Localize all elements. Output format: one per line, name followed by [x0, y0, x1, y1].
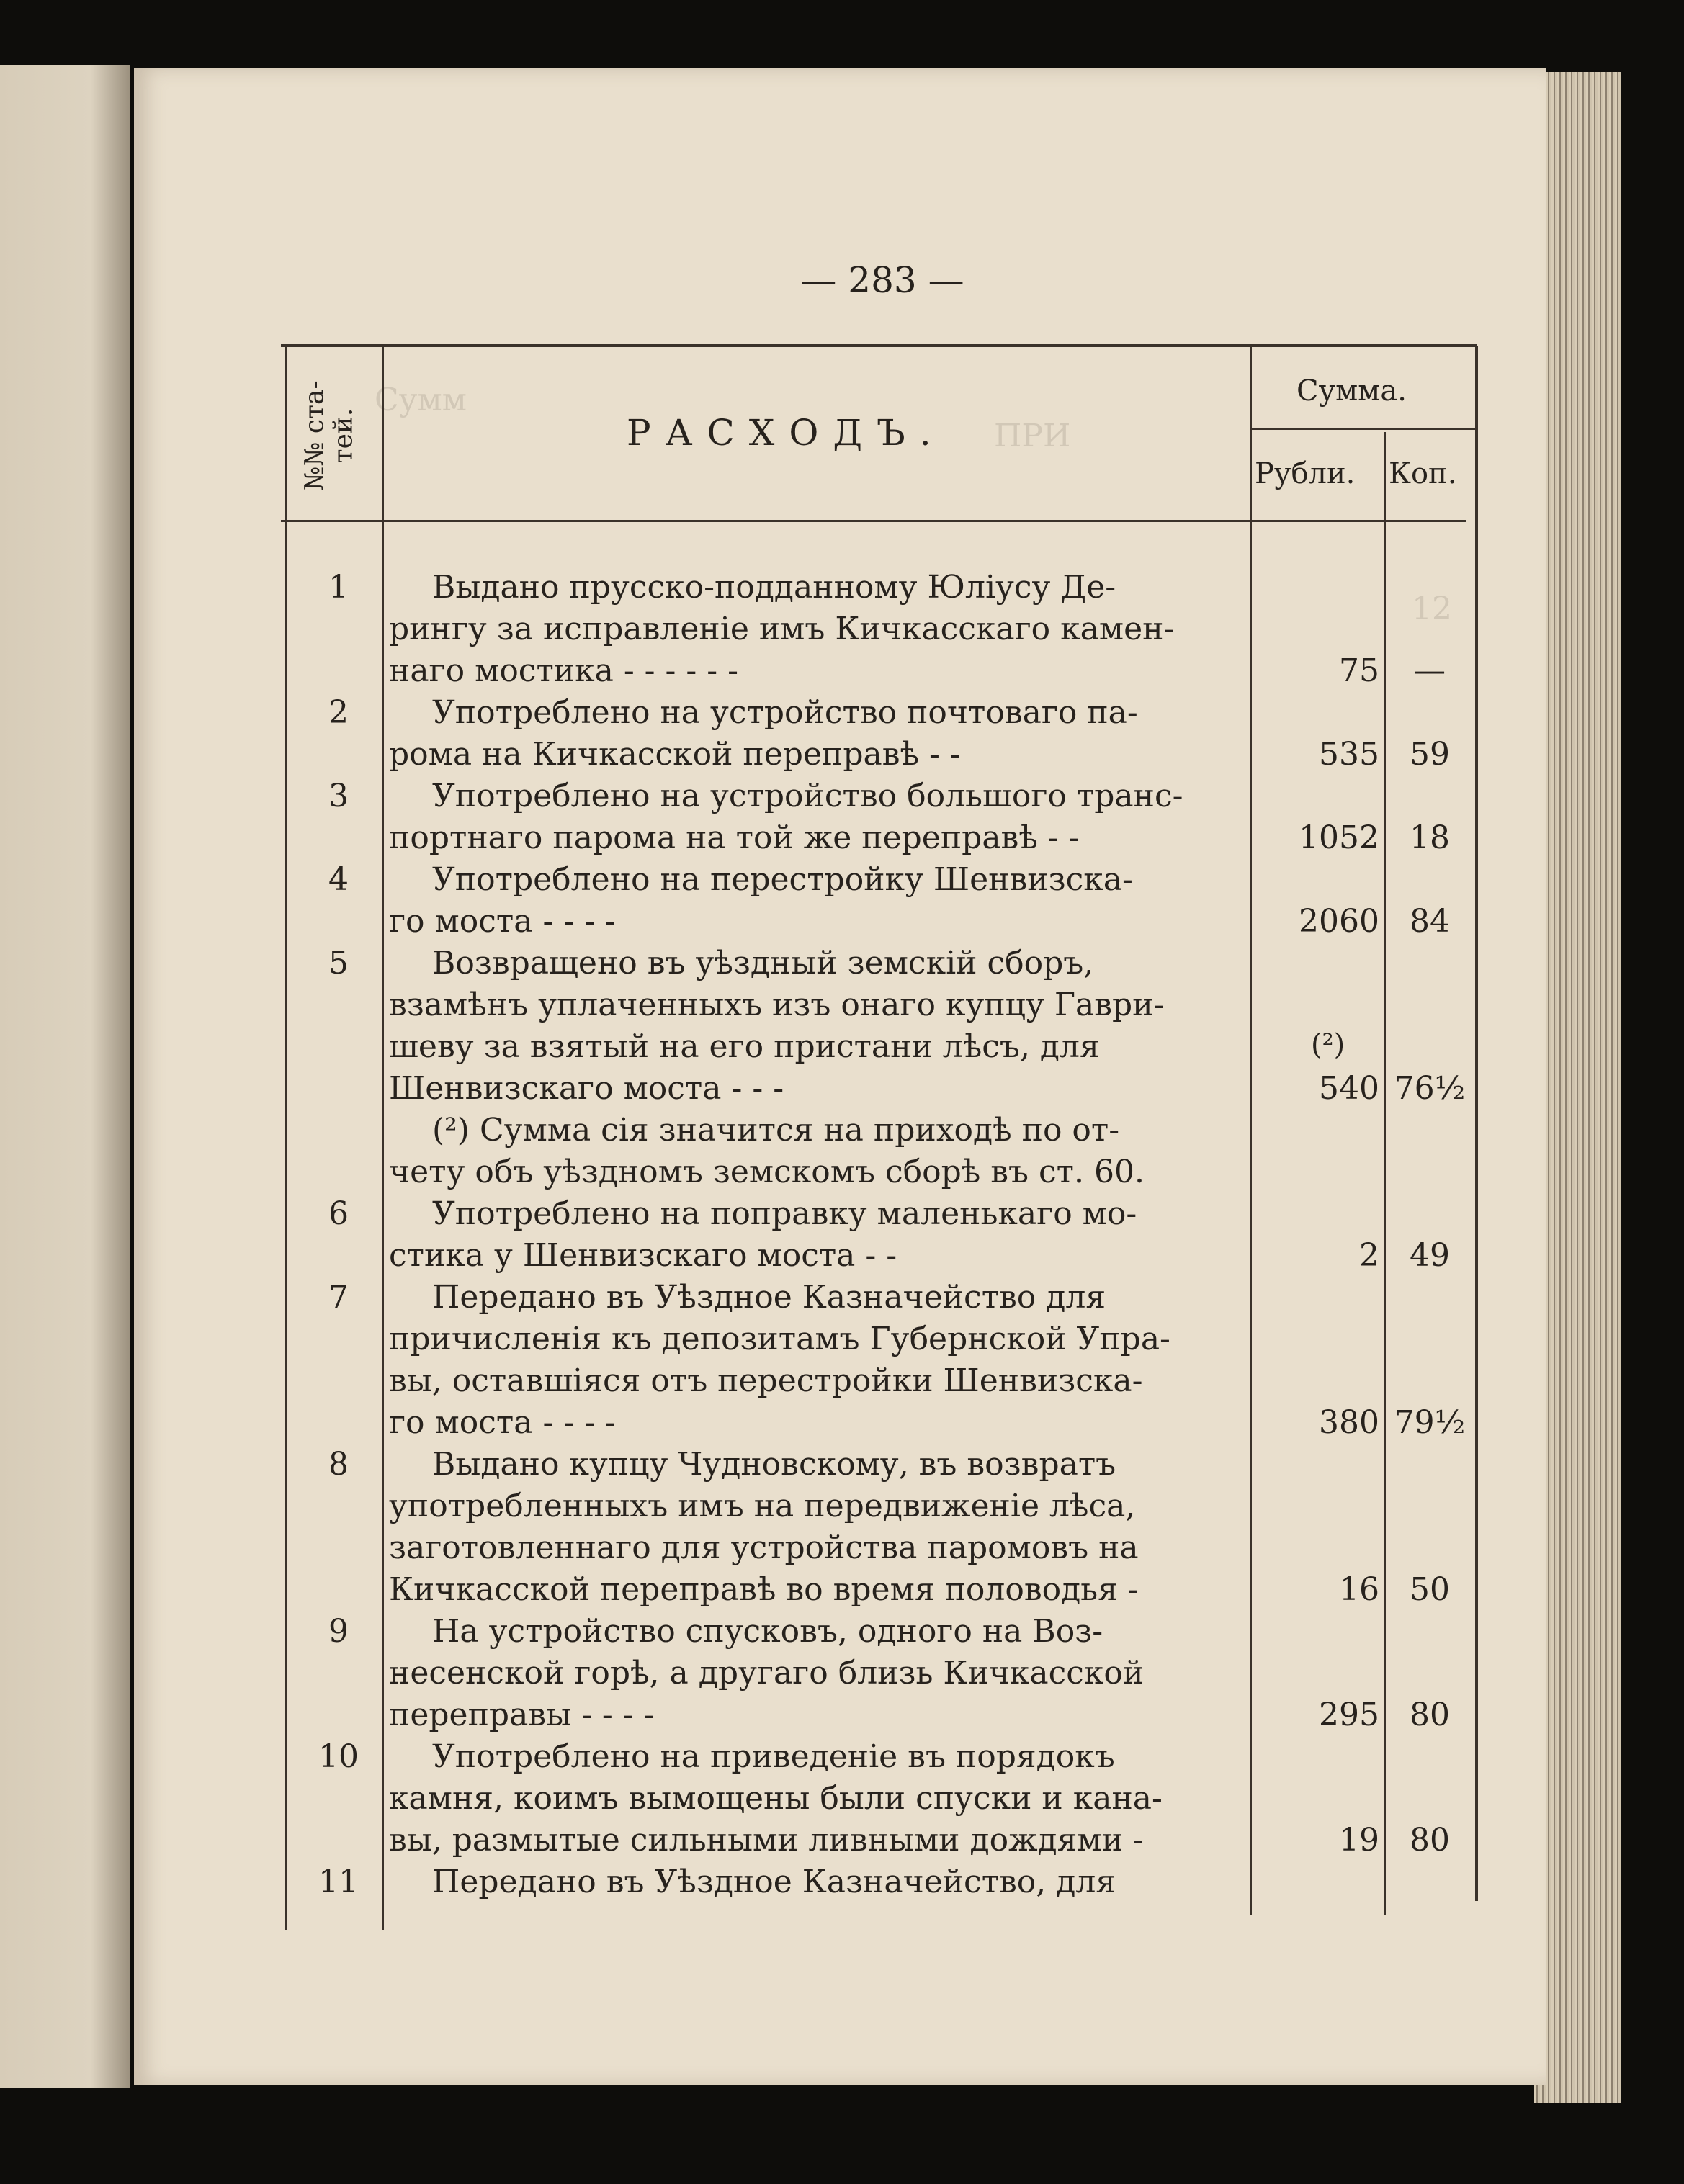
amount-rubles: 2060 — [1299, 903, 1379, 940]
entry-number: 6 — [328, 1195, 349, 1232]
amount-kopecks: 50 — [1410, 1571, 1450, 1608]
entry-text-line: несенской горѣ, а другаго близь Кичкасской — [389, 1655, 1145, 1691]
entry-text-line: вы, размытые сильными ливными дождями - — [389, 1822, 1144, 1859]
header-entry-number: №№ ста- тей. — [300, 380, 359, 491]
entry-text-line: чету объ уѣздномъ земскомъ сборѣ въ ст. 60. — [389, 1154, 1145, 1190]
entry-text-line: Возвращено въ уѣздный земскiй сборъ, — [432, 945, 1094, 981]
entry-text-line: употребленныхъ имъ на передвиженiе лѣса, — [389, 1488, 1136, 1524]
entry-text-line: Употреблено на поправку маленькаго мо- — [432, 1195, 1137, 1232]
entry-text-line: портнаго парома на той же переправѣ - - — [389, 819, 1080, 856]
rubles-column-divider — [1384, 432, 1386, 1915]
entry-text-line: Передано въ Уѣздное Казначейство для — [432, 1279, 1106, 1316]
amount-kopecks: 49 — [1410, 1237, 1450, 1274]
entry-text-line: Шенвизскаго моста - - - — [389, 1070, 784, 1107]
entry-text-line: Употреблено на устройство почтоваго па- — [432, 694, 1138, 731]
amount-rubles: 19 — [1339, 1822, 1379, 1859]
entry-number: 4 — [328, 861, 349, 898]
amount-rubles: 380 — [1319, 1404, 1379, 1441]
entry-text-line: На устройство спусковъ, одного на Воз- — [432, 1613, 1103, 1650]
sum-header-divider — [1252, 428, 1475, 430]
entry-text-line: го моста - - - - — [389, 1404, 616, 1441]
amount-rubles: 295 — [1319, 1697, 1379, 1733]
page-number: — 283 — — [800, 259, 964, 301]
entry-text-line: камня, коимъ вымощены были спуски и кана- — [389, 1780, 1163, 1817]
entry-text-line: Выдано прусско-подданному Юлiусу Де- — [432, 569, 1116, 606]
entry-text-line: Передано въ Уѣздное Казначейство, для — [432, 1864, 1116, 1900]
table-top-rule — [281, 344, 1477, 347]
bleed-through: ПРИ — [994, 418, 1071, 454]
entry-text-line: Кичкасской переправѣ во время половодья - — [389, 1571, 1139, 1608]
bleed-through: Сумм — [375, 382, 467, 418]
amount-rubles: 535 — [1319, 736, 1379, 773]
amount-kopecks: 80 — [1410, 1822, 1450, 1859]
entry-number: 11 — [318, 1864, 359, 1900]
amount-kopecks: 76½ — [1394, 1070, 1466, 1107]
amount-rubles: 2 — [1359, 1237, 1379, 1274]
entry-text-line: Употреблено на устройство большого транс- — [432, 778, 1183, 814]
amount-kopecks: 84 — [1410, 903, 1450, 940]
amount-kopecks: — — [1414, 652, 1446, 689]
amount-kopecks: 79½ — [1394, 1404, 1466, 1441]
amount-kopecks: 18 — [1410, 819, 1450, 856]
entry-text-line: заготовленнаго для устройства паромовъ на — [389, 1529, 1139, 1566]
entry-text-line: Употреблено на перестройку Шенвизска- — [432, 861, 1133, 898]
facing-page-edge — [0, 65, 130, 2088]
table-header-rule — [281, 520, 1466, 522]
amount-rubles: 540 — [1319, 1070, 1379, 1107]
description-column-divider — [1250, 346, 1252, 1915]
amount-rubles: 1052 — [1299, 819, 1379, 856]
entry-text-line: Выдано купцу Чудновскому, въ возвратъ — [432, 1446, 1116, 1483]
entry-number: 7 — [328, 1279, 349, 1316]
entry-number: 1 — [328, 569, 349, 606]
entry-number: 3 — [328, 778, 349, 814]
header-kopecks: Коп. — [1389, 457, 1457, 490]
entry-text-line: (²) Сумма сiя значится на приходѣ по от- — [432, 1112, 1120, 1149]
entry-text-line: вы, оставшiяся отъ перестройки Шенвизска- — [389, 1362, 1143, 1399]
footnote-reference: (²) — [1311, 1028, 1345, 1061]
entry-text-line: наго мостика - - - - - - — [389, 652, 738, 689]
entry-text-line: причисленiя къ депозитамъ Губернской Упра- — [389, 1321, 1170, 1357]
amount-kopecks: 59 — [1410, 736, 1450, 773]
table-left-border — [285, 346, 287, 1930]
entry-text-line: го моста - - - - — [389, 903, 616, 940]
header-title: РАСХОДЪ. — [627, 412, 946, 454]
amount-rubles: 75 — [1339, 652, 1379, 689]
entry-text-line: рома на Кичкасской переправѣ - - — [389, 736, 961, 773]
entry-text-line: Употреблено на приведенiе въ порядокъ — [432, 1738, 1115, 1775]
header-rubles: Рубли. — [1255, 457, 1356, 490]
entry-text-line: стика у Шенвизскаго моста - - — [389, 1237, 897, 1274]
number-column-divider — [382, 346, 384, 1930]
entry-number: 9 — [328, 1613, 349, 1650]
amount-kopecks: 80 — [1410, 1697, 1450, 1733]
entry-number: 2 — [328, 694, 349, 731]
entry-text-line: переправы - - - - — [389, 1697, 655, 1733]
entry-number: 10 — [318, 1738, 359, 1775]
bleed-through: 12 — [1412, 590, 1452, 627]
entry-text-line: взамѣнъ уплаченныхъ изъ онаго купцу Гаври- — [389, 987, 1165, 1023]
page-stack-edge — [1534, 72, 1621, 2103]
table-right-border — [1475, 346, 1478, 1901]
amount-rubles: 16 — [1339, 1571, 1379, 1608]
entry-text-line: рингу за исправленiе имъ Кичкасскаго камен- — [389, 611, 1175, 647]
header-sum: Сумма. — [1296, 374, 1407, 408]
entry-text-line: шеву за взятый на его пристани лѣсъ, для — [389, 1028, 1100, 1065]
entry-number: 8 — [328, 1446, 349, 1483]
entry-number: 5 — [328, 945, 349, 981]
